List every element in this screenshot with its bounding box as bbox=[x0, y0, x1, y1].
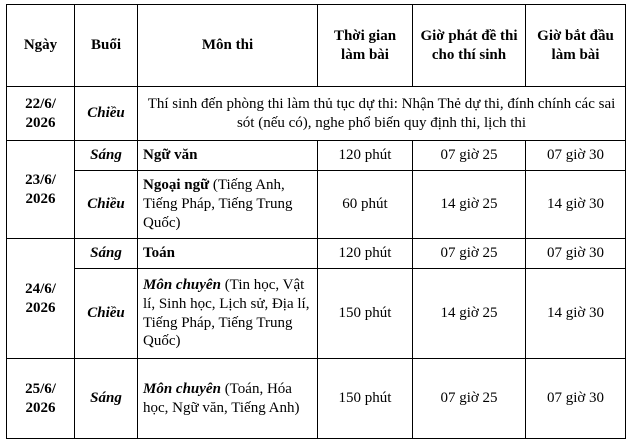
subject-cell bbox=[138, 141, 318, 171]
start-cell: 07 giờ 30 bbox=[526, 239, 626, 269]
distribute-cell: 07 giờ 25 bbox=[413, 359, 526, 439]
start-cell: 07 giờ 30 bbox=[526, 359, 626, 439]
date-cell: 23/6/ 2026 bbox=[7, 141, 75, 239]
table-row bbox=[7, 269, 626, 359]
table-row bbox=[7, 359, 626, 439]
header-date: Ngày bbox=[7, 5, 75, 87]
table-row bbox=[7, 171, 626, 239]
subject-detail: (Toán, Hóa học, Ngữ văn, Tiếng Anh) bbox=[143, 380, 300, 416]
header-distribute-time: Giờ phát đề thi cho thí sinh bbox=[413, 5, 526, 87]
subject-cell bbox=[138, 239, 318, 269]
duration-cell: 120 phút bbox=[318, 141, 413, 171]
distribute-cell: 14 giờ 25 bbox=[413, 171, 526, 239]
table-row bbox=[7, 87, 626, 141]
session-cell: Chiều bbox=[75, 171, 138, 239]
subject-name: Môn chuyên bbox=[143, 277, 221, 293]
duration-cell: 60 phút bbox=[318, 171, 413, 239]
session-cell: Chiều bbox=[75, 269, 138, 359]
subject-detail: (Tin học, Vật lí, Sinh học, Lịch sử, Địa lí, Tiếng Pháp, Tiếng Trung Quốc) bbox=[143, 277, 310, 350]
duration-cell: 150 phút bbox=[318, 269, 413, 359]
start-cell: 07 giờ 30 bbox=[526, 141, 626, 171]
subject-cell bbox=[138, 359, 318, 439]
date-cell: 24/6/ 2026 bbox=[7, 239, 75, 359]
check-in-note: Thí sinh đến phòng thi làm thủ tục dự thi: Nhận Thẻ dự thi, đính chính các sai sót (nếu có), nghe phổ biến quy định thi, lịch thi bbox=[138, 87, 626, 141]
distribute-cell: 07 giờ 25 bbox=[413, 141, 526, 171]
session-cell: Sáng bbox=[75, 359, 138, 439]
session-cell: Sáng bbox=[75, 239, 138, 269]
subject-name: Ngoại ngữ bbox=[143, 177, 210, 194]
exam-schedule-table bbox=[6, 4, 626, 439]
session-cell: Chiều bbox=[75, 87, 138, 141]
subject-cell bbox=[138, 269, 318, 359]
session-cell: Sáng bbox=[75, 141, 138, 171]
date-cell: 22/6/ 2026 bbox=[7, 87, 75, 141]
table-row bbox=[7, 141, 626, 171]
date-cell: 25/6/ 2026 bbox=[7, 359, 75, 439]
header-duration: Thời gian làm bài bbox=[318, 5, 413, 87]
duration-cell: 150 phút bbox=[318, 359, 413, 439]
header-row bbox=[7, 5, 626, 87]
header-session: Buổi bbox=[75, 5, 138, 87]
start-cell: 14 giờ 30 bbox=[526, 171, 626, 239]
start-cell: 14 giờ 30 bbox=[526, 269, 626, 359]
subject-name: Toán bbox=[143, 245, 175, 262]
subject-name: Môn chuyên bbox=[143, 380, 221, 397]
header-subject: Môn thi bbox=[138, 5, 318, 87]
distribute-cell: 07 giờ 25 bbox=[413, 239, 526, 269]
header-start-time: Giờ bắt đầu làm bài bbox=[526, 5, 626, 87]
subject-name: Ngữ văn bbox=[143, 147, 198, 164]
duration-cell: 120 phút bbox=[318, 239, 413, 269]
distribute-cell: 14 giờ 25 bbox=[413, 269, 526, 359]
table-row bbox=[7, 239, 626, 269]
subject-detail: (Tiếng Anh, Tiếng Pháp, Tiếng Trung Quốc) bbox=[143, 177, 293, 231]
subject-cell bbox=[138, 171, 318, 239]
